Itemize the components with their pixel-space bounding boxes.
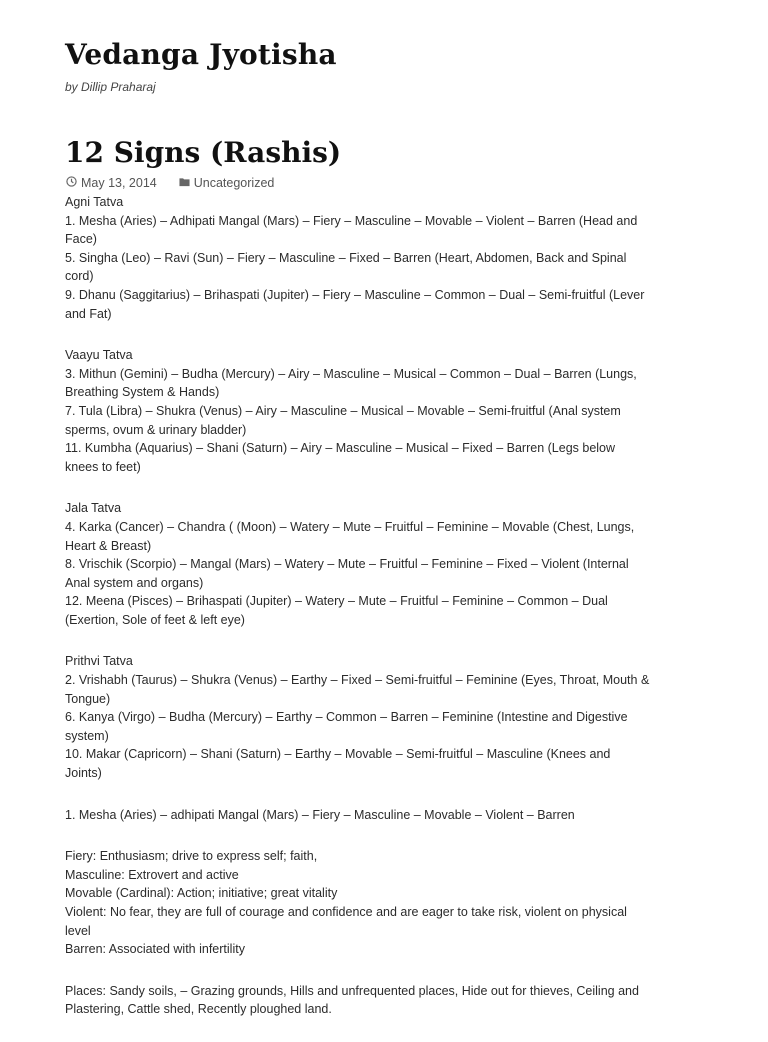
content-line: 3. Mithun (Gemini) – Budha (Mercury) – Airy – Masculine – Musical – Common – Dual – Barren (Lungs, Breathing System & Hands) bbox=[65, 366, 637, 400]
content-paragraph bbox=[65, 652, 650, 782]
site-byline: by Dillip Praharaj bbox=[65, 80, 156, 94]
content-line: Vaayu Tatva bbox=[65, 348, 133, 363]
folder-icon bbox=[179, 176, 190, 190]
content-line: 10. Makar (Capricorn) – Shani (Saturn) – Earthy – Movable – Semi-fruitful – Masculine (Knees and Joints) bbox=[65, 747, 611, 781]
post-date-link[interactable]: May 13, 2014 bbox=[81, 176, 157, 190]
content-line: 7. Tula (Libra) – Shukra (Venus) – Airy – Masculine – Musical – Movable – Semi-fruitful (Anal system sperms, ovum & urinary bladder) bbox=[65, 403, 621, 437]
post-meta bbox=[66, 176, 274, 190]
content-line: Violent: No fear, they are full of courage and confidence and are eager to take risk, violent on physical level bbox=[65, 905, 627, 938]
content-paragraph bbox=[65, 499, 650, 629]
content-paragraph bbox=[65, 806, 650, 825]
content-line: 11. Kumbha (Aquarius) – Shani (Saturn) – Airy – Masculine – Musical – Fixed – Barren (Legs below knees to feet) bbox=[65, 441, 616, 474]
content-paragraph bbox=[65, 982, 650, 1019]
content-line: 6. Kanya (Virgo) – Budha (Mercury) – Earthy – Common – Barren – Feminine (Intestine and Digestive system) bbox=[65, 710, 628, 743]
content-paragraph bbox=[65, 346, 650, 476]
category-link[interactable]: Uncategorized bbox=[193, 176, 275, 190]
content-line: Places: Sandy soils, – Grazing grounds, Hills and unfrequented places, Hide out for thieves, Ceiling and Plastering, Cattle shed, Recently ploughed land. bbox=[65, 983, 639, 1017]
content-paragraph bbox=[65, 193, 650, 323]
site-title[interactable]: Vedanga Jyotisha bbox=[65, 38, 337, 71]
content-line: Prithvi Tatva bbox=[65, 654, 133, 669]
post-category bbox=[179, 176, 275, 190]
content-line: 1. Mesha (Aries) – Adhipati Mangal (Mars) – Fiery – Masculine – Movable – Violent – Barren (Head and Face) bbox=[65, 213, 638, 247]
content-line: 1. Mesha (Aries) – adhipati Mangal (Mars) – Fiery – Masculine – Movable – Violent – Barren bbox=[65, 807, 575, 822]
post-title[interactable]: 12 Signs (Rashis) bbox=[65, 136, 342, 169]
content-line: 2. Vrishabh (Taurus) – Shukra (Venus) – Earthy – Fixed – Semi-fruitful – Feminine (Eyes, Throat, Mouth & Tongue) bbox=[65, 673, 650, 706]
content-line: Barren: Associated with infertility bbox=[65, 942, 245, 957]
content-line: Jala Tatva bbox=[65, 501, 122, 516]
clock-icon bbox=[66, 176, 77, 190]
content-line: 12. Meena (Pisces) – Brihaspati (Jupiter) – Watery – Mute – Fruitful – Feminine – Common – Dual (Exertion, Sole of feet & left eye) bbox=[65, 594, 608, 627]
content-paragraph bbox=[65, 847, 650, 959]
content-line: Fiery: Enthusiasm; drive to express self; faith, bbox=[65, 849, 318, 864]
content-line: 9. Dhanu (Saggitarius) – Brihaspati (Jupiter) – Fiery – Masculine – Common – Dual – Semi-fruitful (Lever and Fat) bbox=[65, 287, 645, 321]
content-line: 4. Karka (Cancer) – Chandra ( (Moon) – Watery – Mute – Fruitful – Feminine – Movable (Chest, Lungs, Heart & Breast) bbox=[65, 519, 635, 553]
content-line: Masculine: Extrovert and active bbox=[65, 867, 239, 882]
content-line: Movable (Cardinal): Action; initiative; great vitality bbox=[65, 886, 338, 901]
content-line: 8. Vrischik (Scorpio) – Mangal (Mars) – Watery – Mute – Fruitful – Feminine – Fixed – Violent (Internal Anal system and organs) bbox=[65, 557, 629, 590]
content-line: Agni Tatva bbox=[65, 195, 124, 209]
post-content bbox=[65, 193, 650, 1042]
content-line: 5. Singha (Leo) – Ravi (Sun) – Fiery – Masculine – Fixed – Barren (Heart, Abdomen, Back and Spinal cord) bbox=[65, 250, 627, 284]
